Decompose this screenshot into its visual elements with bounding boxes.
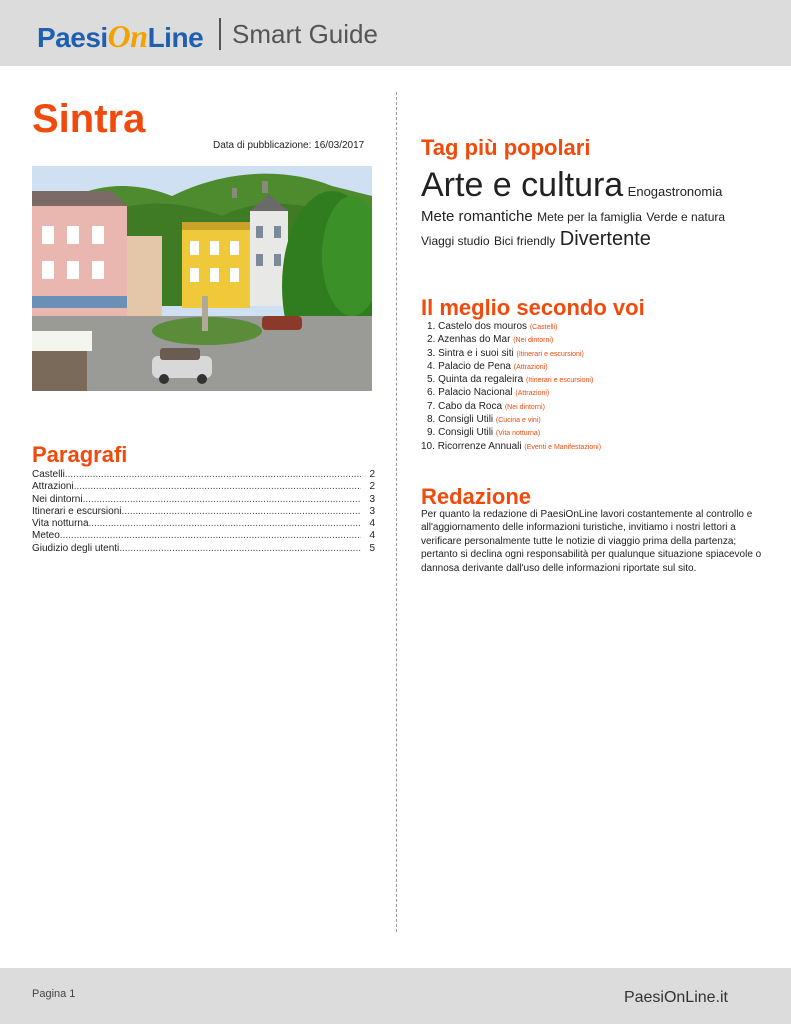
toc-leader-dots — [119, 543, 361, 555]
best-item-category: (Itinerari e escursioni) — [525, 377, 594, 385]
best-item-number: 2. — [427, 334, 436, 346]
best-item-number: 6. — [427, 387, 436, 399]
toc-leader-dots — [65, 469, 361, 481]
column-divider — [396, 92, 397, 932]
tag-link[interactable]: Verde e natura — [646, 209, 726, 224]
best-list-item[interactable] — [421, 401, 601, 414]
toc-row[interactable] — [32, 543, 375, 555]
best-list-item[interactable] — [421, 427, 601, 440]
tags-heading: Tag più popolari — [421, 135, 591, 160]
best-item-number: 1. — [427, 321, 436, 332]
best-item-name: Castelo dos mouros — [438, 321, 528, 332]
publication-date: Data di pubblicazione: 16/03/2017 — [213, 140, 365, 151]
tag-link[interactable]: Bici friendly — [493, 233, 556, 248]
toc-label: Giudizio degli utenti — [32, 542, 120, 554]
sintra-photo — [32, 166, 372, 391]
logo-text-right: Line — [147, 22, 204, 53]
best-item-number: 8. — [427, 414, 436, 426]
best-item-category: (Nei dintorni) — [504, 403, 545, 411]
toc-leader-dots — [89, 518, 361, 530]
paesionline-logo[interactable] — [37, 16, 203, 56]
toc-label: Castelli — [32, 469, 65, 480]
best-item-name: Palacio Nacional — [438, 387, 513, 399]
best-item-number: 5. — [427, 374, 436, 386]
page-header — [0, 0, 791, 66]
toc-row[interactable] — [32, 481, 375, 493]
toc-leader-dots — [60, 530, 361, 542]
toc-label: Nei dintorni — [32, 493, 83, 505]
page-title: Sintra — [32, 97, 146, 141]
best-item-category: (Vita notturna) — [495, 430, 541, 438]
best-item-number: 4. — [427, 360, 436, 372]
best-item-category: (Itinerari e escursioni) — [516, 350, 584, 358]
toc-leader-dots — [121, 506, 361, 518]
best-list-item[interactable] — [421, 334, 601, 347]
best-item-category: (Eventi e Manifestazioni) — [524, 443, 602, 451]
best-item-name: Consigli Utili — [438, 414, 494, 426]
toc-page-number: 4 — [369, 530, 375, 542]
best-item-name: Palacio de Pena — [438, 360, 511, 372]
tag-link[interactable]: Arte e cultura — [421, 166, 624, 204]
toc-row[interactable] — [32, 518, 375, 530]
toc-label: Meteo — [32, 530, 60, 542]
toc-label: Attrazioni — [32, 481, 74, 493]
toc-row[interactable] — [32, 469, 375, 481]
best-item-number: 10. — [421, 440, 435, 452]
toc-row[interactable] — [32, 494, 375, 506]
toc-page-number: 2 — [369, 481, 375, 493]
paragrafi-heading: Paragrafi — [32, 442, 128, 467]
toc-page-number: 2 — [369, 469, 375, 480]
toc-page-number: 3 — [369, 505, 375, 517]
toc-leader-dots — [74, 481, 361, 493]
logo-text-mid: On — [107, 18, 148, 54]
best-item-name: Ricorrenze Annuali — [437, 440, 522, 452]
tag-link[interactable]: Mete romantiche — [421, 207, 533, 225]
best-item-name: Cabo da Roca — [438, 400, 503, 412]
page-number: Pagina 1 — [32, 988, 76, 1000]
best-list-item[interactable] — [421, 414, 601, 427]
redazione-text: Per quanto la redazione di PaesiOnLine lavori costantemente al controllo e all'aggiornamento delle informazioni turistiche, invitiamo i nostri lettori a verificare personalmente tutte le notizie di viaggio prima della partenza; pertanto si declina ogni responsabilità per qualunque situazione spiacevole o dannosa derivante dall'uso delle informazioni riportate sul sito. — [421, 509, 762, 574]
best-item-category: (Attrazioni) — [515, 390, 550, 398]
best-list-item[interactable] — [421, 348, 601, 361]
best-list-item[interactable] — [421, 321, 601, 334]
tag-link[interactable]: Enogastronomia — [627, 184, 723, 199]
best-item-name: Consigli Utili — [438, 427, 494, 439]
tag-link[interactable]: Viaggi studio — [421, 233, 490, 248]
toc-label: Vita notturna — [32, 518, 89, 530]
best-item-category: (Attrazioni) — [513, 363, 548, 371]
page-footer — [0, 968, 791, 1024]
toc-row[interactable] — [32, 530, 375, 542]
header-title: Smart Guide — [232, 19, 378, 49]
redazione-heading: Redazione — [421, 484, 532, 509]
best-item-number: 3. — [427, 347, 436, 359]
best-item-category: (Castelli) — [529, 324, 558, 331]
site-link[interactable]: PaesiOnLine.it — [623, 989, 728, 1006]
sintra-photo-illustration — [32, 166, 372, 391]
best-item-number: 7. — [427, 400, 436, 412]
best-item-name: Azenhas do Mar — [437, 334, 511, 346]
toc-page-number: 4 — [369, 518, 375, 530]
best-item-category: (Cucina e vini) — [495, 417, 541, 425]
tag-link[interactable]: Mete per la famiglia — [537, 209, 642, 224]
best-item-category: (Nei dintorni) — [513, 337, 554, 345]
toc-leader-dots — [83, 494, 361, 506]
toc-row[interactable] — [32, 506, 375, 518]
paragrafi-toc — [32, 469, 375, 555]
header-separator — [219, 18, 221, 50]
best-list-item[interactable] — [421, 441, 601, 454]
tag-link[interactable]: Divertente — [559, 227, 651, 250]
best-item-name: Sintra e i suoi siti — [438, 347, 514, 359]
toc-label: Itinerari e escursioni — [32, 505, 122, 517]
toc-page-number: 3 — [369, 493, 375, 505]
best-list-item[interactable] — [421, 374, 601, 387]
logo-text-left: Paesi — [37, 22, 108, 53]
best-heading: Il meglio secondo voi — [421, 295, 645, 320]
best-item-number: 9. — [427, 427, 436, 439]
best-list-item[interactable] — [421, 387, 601, 400]
best-item-name: Quinta da regaleira — [438, 374, 524, 386]
toc-page-number: 5 — [369, 542, 375, 554]
best-list — [421, 321, 601, 454]
tag-cloud — [421, 164, 766, 252]
best-list-item[interactable] — [421, 361, 601, 374]
